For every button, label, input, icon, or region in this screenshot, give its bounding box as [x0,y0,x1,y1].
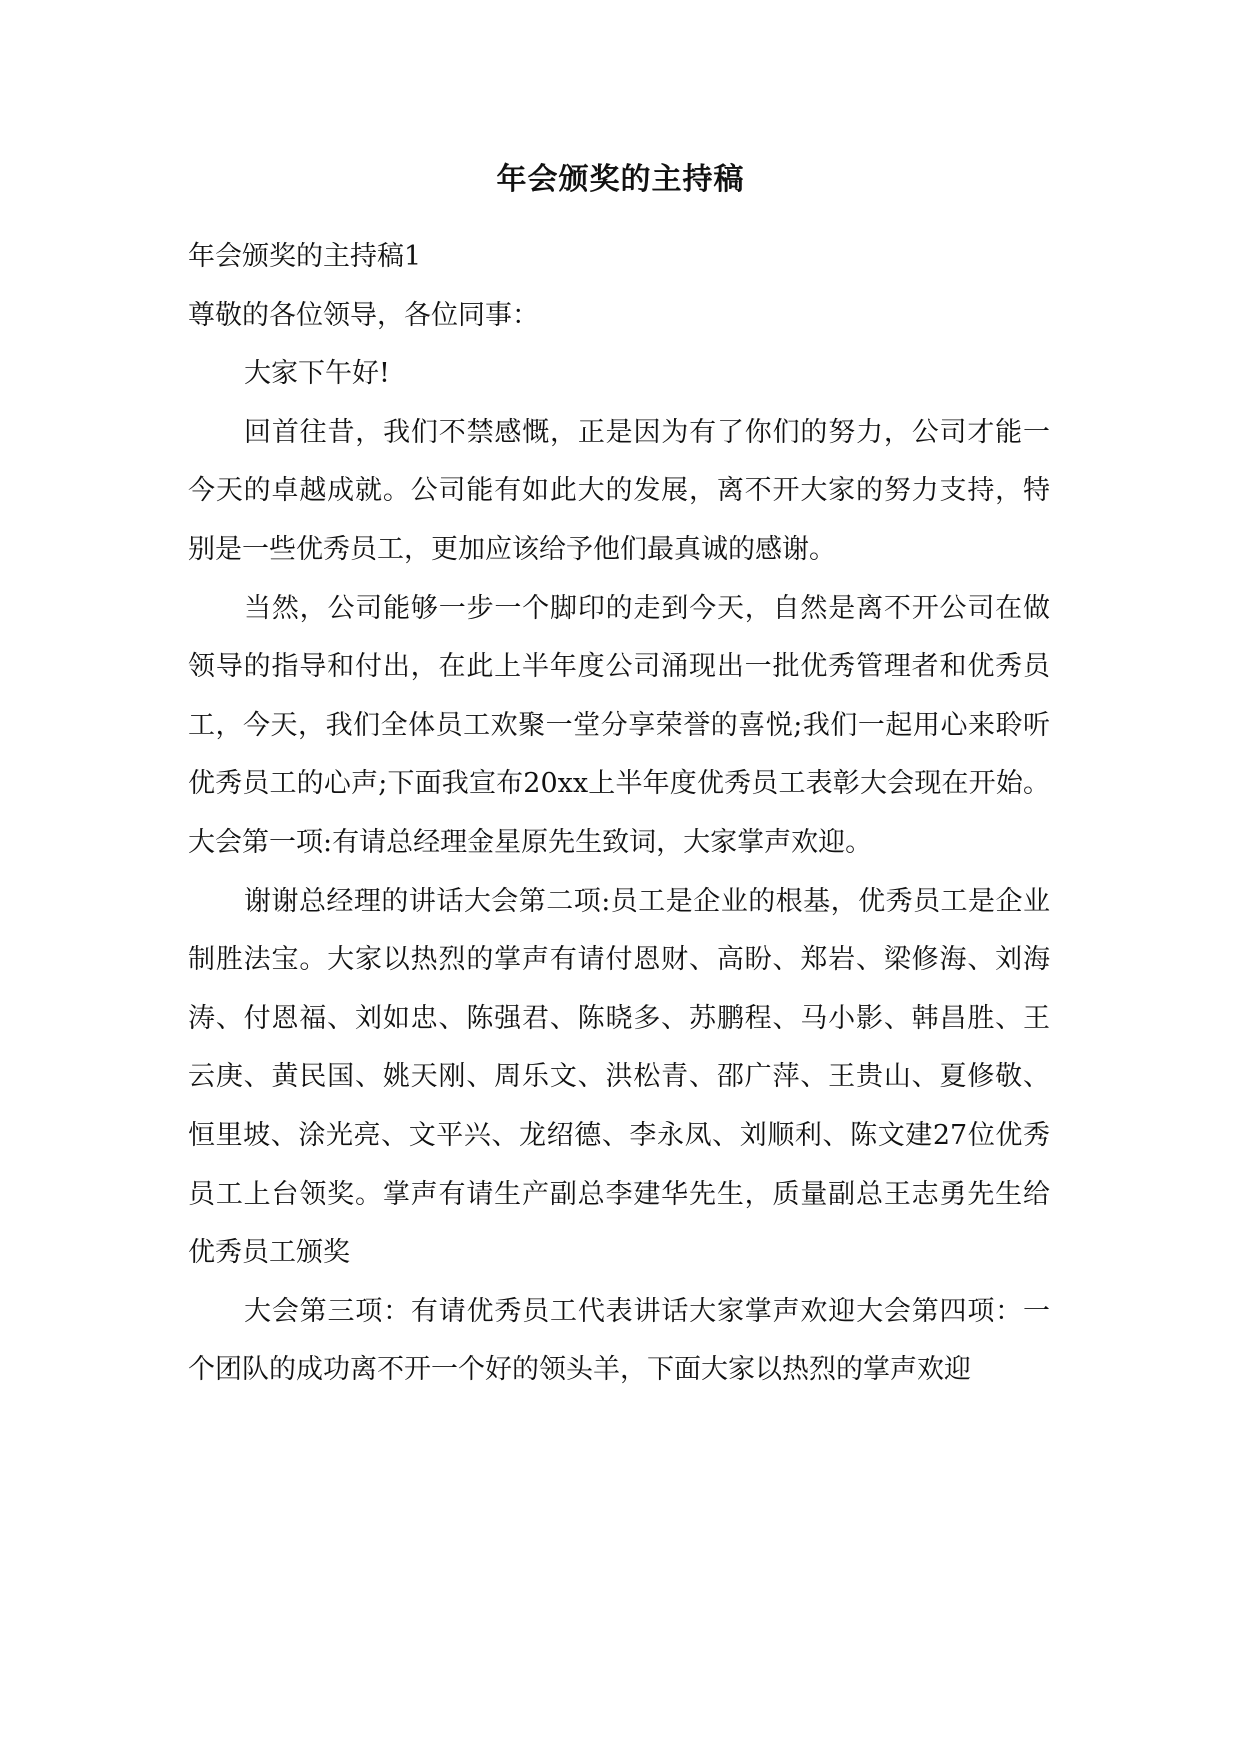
document-body [188,228,1050,1400]
document-title: 年会颁奖的主持稿 [496,162,745,197]
body-paragraph: 当然，公司能够一步一个脚印的走到今天，自然是离不开公司在做领导的指导和付出，在此上半年度公司涌现出一批优秀管理者和优秀员工，今天，我们全体员工欢聚一堂分享荣誉的喜悦;我们一起用心来聆听优秀员工的心声;下面我宣布20xx上半年度优秀员工表彰大会现在开始。大会第一项:有请总经理金星原先生致词，大家掌声欢迎。 [188,592,1050,858]
section-heading: 年会颁奖的主持稿1 [188,241,422,272]
salutation-paragraph: 尊敬的各位领导，各位同事： [188,299,539,331]
body-paragraph: 谢谢总经理的讲话大会第二项:员工是企业的根基，优秀员工是企业制胜法宝。大家以热烈的掌声有请付恩财、高盼、郑岩、梁修海、刘海涛、付恩福、刘如忠、陈强君、陈晓多、苏鹏程、马小影、韩昌胜、王云庚、黄民国、姚天刚、周乐文、洪松青、邵广萍、王贵山、夏修敬、恒里坡、涂光亮、文平兴、龙绍德、李永凤、刘顺利、陈文建27位优秀员工上台领奖。掌声有请生产副总李建华先生，质量副总王志勇先生给优秀员工颁奖 [188,885,1050,1269]
body-paragraph: 回首往昔，我们不禁感慨，正是因为有了你们的努力，公司才能一今天的卓越成就。公司能有如此大的发展，离不开大家的努力支持，特别是一些优秀员工，更加应该给予他们最真诚的感谢。 [188,416,1050,565]
greeting-paragraph: 大家下午好! [244,358,390,390]
body-paragraph: 大会第三项：有请优秀员工代表讲话大家掌声欢迎大会第四项：一个团队的成功离不开一个好的领头羊，下面大家以热烈的掌声欢迎 [188,1295,1050,1386]
